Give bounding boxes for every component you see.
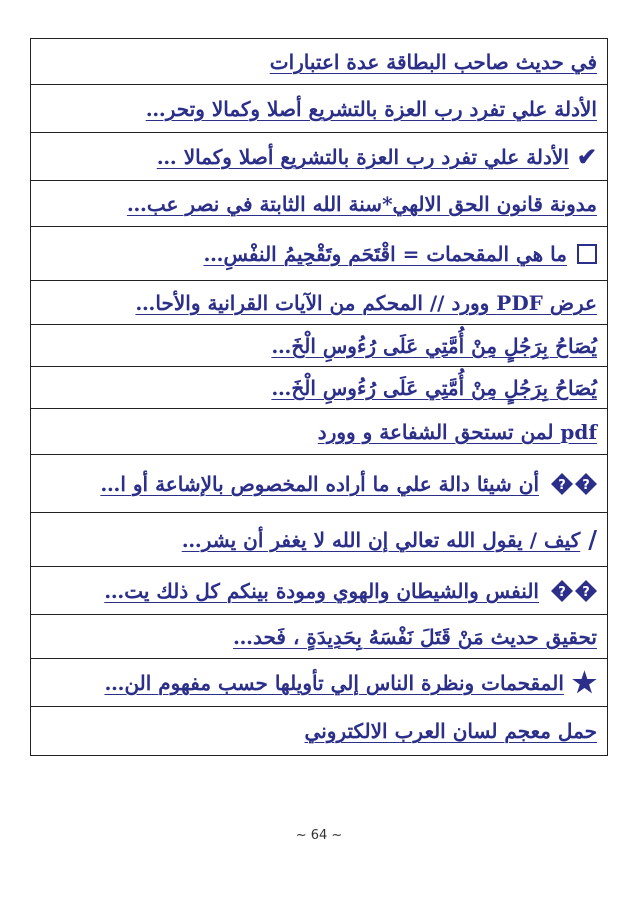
- svg-text:?: ?: [558, 477, 566, 493]
- svg-text:?: ?: [582, 477, 590, 493]
- checkbox-icon: [577, 244, 597, 264]
- link-lisan-al-arab[interactable]: حمل معجم لسان العرب الالكتروني: [304, 719, 597, 743]
- link-divine-law-code[interactable]: مدونة قانون الحق الالهي*سنة الله الثابتة في نصر عب…: [126, 191, 597, 216]
- link-pdf-word-muhkam[interactable]: عرض PDF وورد // المحكم من الآيات القرانية والأحا…: [135, 290, 597, 315]
- table-row: [31, 133, 607, 181]
- table-row: [31, 39, 607, 85]
- link-hadith-card[interactable]: في حديث صاحب البطاقة عدة اعتبارات: [269, 49, 597, 74]
- link-muqhimat-tawil[interactable]: المقحمات ونظرة الناس إلي تأويلها حسب مفهوم الن…: [104, 670, 564, 695]
- link-muqhimat[interactable]: ما هي المقحمات = اقْتَحَم وتَقْحِيمُ النفْسِ…: [203, 241, 567, 266]
- link-shafaa-pdf[interactable]: pdf لمن تستحق الشفاعة و وورد: [317, 419, 597, 444]
- links-table: [30, 38, 608, 756]
- link-yusah-birajul-2[interactable]: يُصَاحُ بِرَجُلٍ مِنْ أُمَّتِي عَلَى رُءُوسِ الْخَ…: [271, 375, 597, 400]
- table-row: [31, 85, 607, 133]
- table-row: [31, 227, 607, 281]
- link-yusah-birajul[interactable]: يُصَاحُ بِرَجُلٍ مِنْ أُمَّتِي عَلَى رُءُوسِ الْخَ…: [271, 333, 597, 358]
- table-row: [31, 567, 607, 615]
- svg-text:?: ?: [582, 584, 590, 600]
- replacement-char-icon: [551, 473, 573, 495]
- link-evidence-legislation[interactable]: الأدلة علي تفرد رب العزة بالتشريع أصلا وكمالا وتحر…: [145, 96, 597, 121]
- replacement-char-icon: [575, 580, 597, 602]
- replacement-char-icon: [575, 473, 597, 495]
- table-row: [31, 325, 607, 367]
- table-row: [31, 281, 607, 325]
- table-row: [31, 409, 607, 455]
- replacement-char-icon: [551, 580, 573, 602]
- svg-text:?: ?: [558, 584, 566, 600]
- table-row: [31, 615, 607, 659]
- link-nafs-shaytan[interactable]: النفس والشيطان والهوي ومودة بينكم كل ذلك يت…: [104, 578, 539, 603]
- page-number: ~ 64 ~: [295, 828, 343, 843]
- link-kayf-yaqul[interactable]: كيف / يقول الله تعالي إن الله لا يغفر أن يشر…: [181, 527, 581, 552]
- table-row: [31, 707, 607, 755]
- replacement-char-icon-pair: [549, 473, 597, 495]
- slash-icon: /: [588, 525, 597, 554]
- table-row: [31, 513, 607, 567]
- link-evidence-legislation-2[interactable]: الأدلة علي تفرد رب العزة بالتشريع أصلا وكمالا …: [156, 144, 569, 169]
- table-row: [31, 367, 607, 409]
- star-icon: ★: [571, 666, 597, 699]
- replacement-char-icon-pair: [549, 580, 597, 602]
- checkmark-icon: ✔: [576, 142, 597, 171]
- link-dalla-shayan[interactable]: أن شيئا دالة علي ما أراده المخصوص بالإشاعة أو ا…: [100, 471, 539, 496]
- link-tahqiq-hadith[interactable]: تحقيق حديث مَنْ قَتَلَ نَفْسَهُ بِحَدِيدَةٍ ، فَحد…: [233, 624, 597, 649]
- table-row: [31, 659, 607, 707]
- table-row: [31, 455, 607, 513]
- table-row: [31, 181, 607, 227]
